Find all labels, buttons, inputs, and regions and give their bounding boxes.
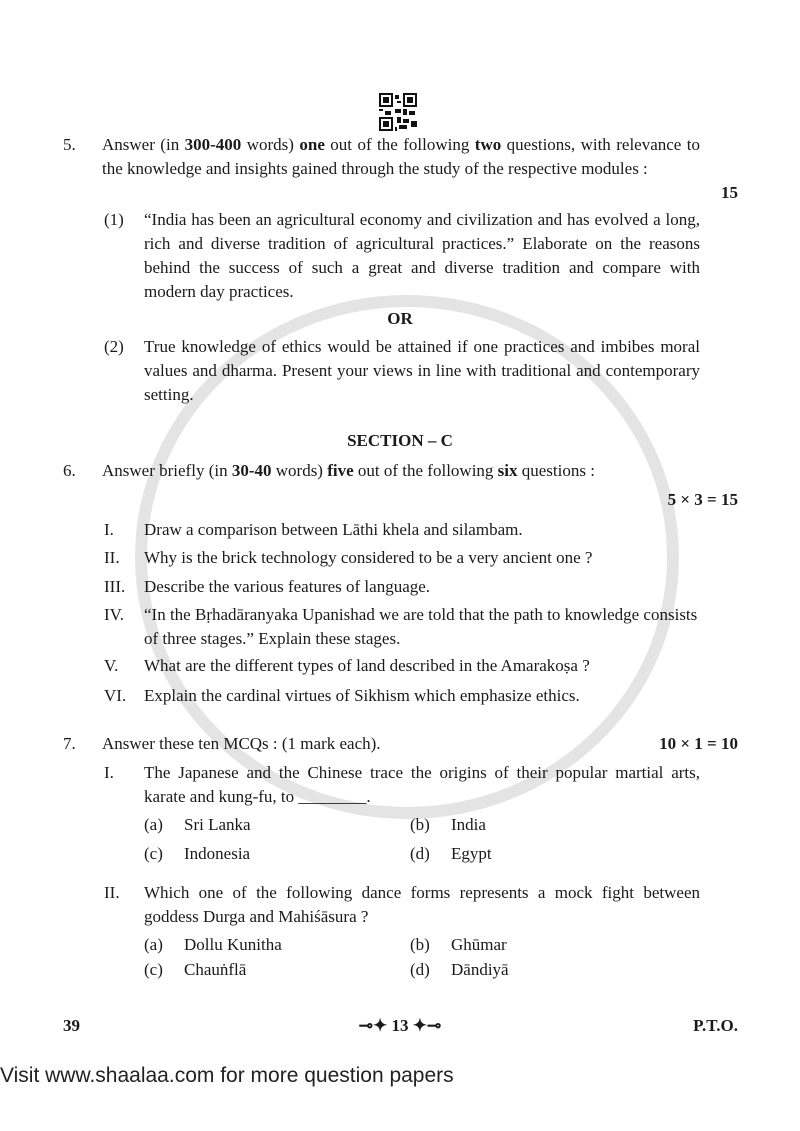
mcq-label: II. — [104, 883, 120, 902]
qr-code — [379, 93, 417, 131]
mcq-option-text: India — [451, 815, 486, 834]
q6-item-text: Describe the various features of language. — [144, 577, 431, 596]
ornament-icon: ✦⊸ — [408, 1016, 442, 1035]
q6-item-text: Draw a comparison between Lāthi khela and silambam. — [144, 520, 523, 539]
mcq-question: Which one of the following dance forms represents a mock fight between goddess Durga and Mahiśāsura ? — [144, 883, 700, 926]
mcq-option-text: Dollu Kunitha — [184, 935, 282, 954]
mcq-option-text: Egypt — [451, 844, 492, 863]
q6-item-text: Why is the brick technology considered to be a very ancient one ? — [144, 548, 593, 567]
q7-prompt: Answer these ten MCQs : (1 mark each). — [102, 734, 381, 753]
q6-number: 6. — [63, 461, 76, 480]
q6-item-text: “In the Bṛhadāranyaka Upanishad we are told that the path to knowledge consists of three stages.” Explain these stages. — [144, 605, 698, 648]
mcq-option-text: Ghūmar — [451, 935, 507, 954]
q6-item-label: III. — [104, 577, 126, 596]
q6-item-text: Explain the cardinal virtues of Sikhism which emphasize ethics. — [144, 686, 580, 705]
section-heading: SECTION – C — [347, 431, 453, 450]
ornament-icon: ⊸✦ — [358, 1016, 392, 1035]
mcq-option-label: (c) — [144, 960, 163, 979]
q5-option-2-label: (2) — [104, 337, 124, 356]
mcq-option-label: (d) — [410, 844, 430, 863]
q6-item-label: IV. — [104, 605, 124, 624]
q7-number: 7. — [63, 734, 76, 753]
mcq-option-text: Dāndiyā — [451, 960, 509, 979]
paper-code: 39 — [63, 1016, 80, 1035]
page-number: ⊸✦ 13 ✦⊸ — [358, 1016, 442, 1035]
q6-marks: 5 × 3 = 15 — [667, 490, 738, 509]
or-divider: OR — [387, 309, 413, 328]
mcq-option-text: Indonesia — [184, 844, 251, 863]
mcq-option-text: Sri Lanka — [184, 815, 251, 834]
pto-label: P.T.O. — [693, 1016, 738, 1035]
q5-option-2-text: True knowledge of ethics would be attained if one practices and imbibes moral values and dharma. Present your views in line with traditional and contemporary setting. — [144, 337, 700, 404]
q5-option-1-label: (1) — [104, 210, 124, 229]
visit-link[interactable]: Visit www.shaalaa.com for more question papers — [0, 1064, 454, 1087]
q6-item-label: V. — [104, 656, 119, 675]
mcq-option-label: (d) — [410, 960, 430, 979]
mcq-option-label: (a) — [144, 815, 163, 834]
q5-marks: 15 — [721, 183, 738, 202]
mcq-label: I. — [104, 763, 114, 782]
q7-marks: 10 × 1 = 10 — [659, 734, 738, 753]
mcq-option-label: (c) — [144, 844, 163, 863]
q5-option-1-text: “India has been an agricultural economy and civilization and has evolved a long, rich and diverse tradition of agricultural practices.” Elaborate on the reasons behind the success of such a great and diverse tradition and compare with modern day practices. — [144, 210, 700, 301]
q6-prompt: Answer briefly (in 30-40 words) five out of the following six questions : — [102, 461, 595, 480]
q5-number: 5. — [63, 135, 76, 154]
mcq-option-label: (b) — [410, 815, 430, 834]
q6-item-label: I. — [104, 520, 114, 539]
q5-prompt: Answer (in 300-400 words) one out of the following two questions, with relevance to the knowledge and insights gained through the study of the respective modules : — [102, 135, 701, 178]
q6-item-text: What are the different types of land described in the Amarakoṣa ? — [144, 656, 590, 675]
mcq-option-label: (a) — [144, 935, 163, 954]
q6-item-label: II. — [104, 548, 120, 567]
q6-item-label: VI. — [104, 686, 127, 705]
mcq-option-text: Chauṅflā — [184, 960, 247, 979]
mcq-option-label: (b) — [410, 935, 430, 954]
mcq-question: The Japanese and the Chinese trace the origins of their popular martial arts, karate and kung-fu, to ________. — [144, 763, 700, 806]
